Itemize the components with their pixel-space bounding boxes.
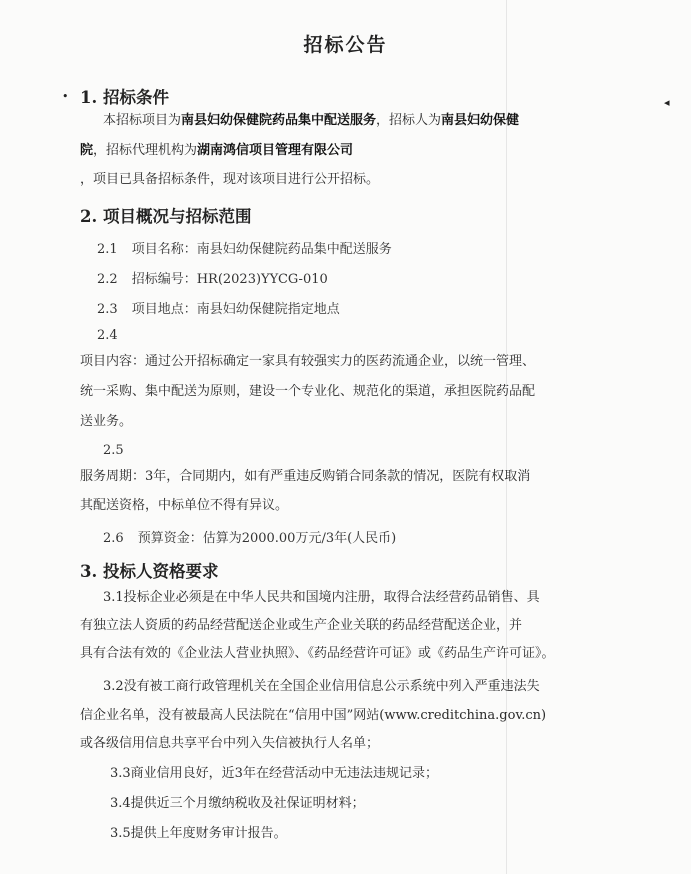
req-3-1-line-2: 有独立法人资质的药品经营配送企业或生产企业关联的药品经营配送企业，并 — [80, 618, 523, 633]
item-text: 项目地点：南县妇幼保健院指定地点 — [131, 302, 340, 317]
item-number: 2.1 — [97, 242, 118, 257]
document-title: 招标公告 — [303, 34, 388, 56]
item-text: 招标编号：HR(2023)YYCG-010 — [131, 272, 328, 287]
item-2-4-number: 2.4 — [97, 328, 118, 343]
text-run: ，招标代理机构为 — [93, 143, 198, 158]
req-3-2-line-1: 3.2没有被工商行政管理机关在全国企业信用信息公示系统中列入严重违法失 — [103, 679, 540, 694]
req-3-3: 3.3商业信用良好，近3年在经营活动中无违法违规记录； — [110, 766, 438, 781]
text-run: 本招标项目为 — [103, 113, 182, 128]
item-2-4-line-3: 送业务。 — [80, 414, 133, 429]
section-1-line-2 — [80, 137, 353, 165]
item-2-5-number: 2.5 — [103, 443, 124, 458]
text-run: ，招标人为 — [376, 113, 442, 128]
item-number: 2.3 — [97, 302, 118, 317]
req-3-5: 3.5提供上年度财务审计报告。 — [110, 826, 287, 841]
item-number: 2.2 — [97, 272, 118, 287]
item-2-2 — [97, 268, 328, 287]
item-text: 预算资金：估算为2000.00万元/3年(人民币) — [137, 531, 397, 546]
section-1-line-3: ，项目已具备招标条件，现对该项目进行公开招标。 — [80, 172, 380, 187]
project-name-bold: 南县妇幼保健院药品集中配送服务 — [181, 113, 377, 128]
item-2-5-line-2: 其配送资格，中标单位不得有异议。 — [80, 498, 289, 513]
item-2-6 — [103, 527, 396, 546]
req-3-2-line-2: 信企业名单，没有被最高人民法院在“信用中国”网站(www.creditchina.gov.cn) — [80, 708, 547, 723]
req-3-2-line-3: 或各级信用信息共享平台中列入失信被执行人名单； — [80, 736, 380, 751]
section-3-heading: 3. 投标人资格要求 — [80, 562, 219, 581]
item-2-3 — [97, 298, 340, 317]
agency-name-bold: 湖南鸿信项目管理有限公司 — [197, 143, 354, 158]
req-3-1-line-1: 3.1投标企业必须是在中华人民共和国境内注册，取得合法经营药品销售、具 — [103, 590, 540, 605]
req-3-1-line-3: 具有合法有效的《企业法人营业执照》、《药品经营许可证》或《药品生产许可证》。 — [80, 646, 555, 661]
tenderer-name-bold: 南县妇幼保健 — [441, 113, 520, 128]
req-3-4: 3.4提供近三个月缴纳税收及社保证明材料； — [110, 796, 365, 811]
tenderer-name-bold: 院 — [80, 143, 94, 158]
item-text: 项目名称：南县妇幼保健院药品集中配送服务 — [131, 242, 392, 257]
item-2-1 — [97, 238, 392, 257]
scan-mark: • — [62, 90, 69, 103]
item-2-5-line-1: 服务周期：3年，合同期内，如有严重违反购销合同条款的情况，医院有权取消 — [80, 469, 531, 484]
item-2-4-line-2: 统一采购、集中配送为原则，建设一个专业化、规范化的渠道，承担医院药品配 — [80, 384, 536, 399]
scan-mark: ◂ — [664, 96, 670, 109]
section-1-line-1 — [103, 107, 519, 135]
item-number: 2.6 — [103, 531, 124, 546]
section-1-heading: 1. 招标条件 — [80, 88, 169, 107]
item-2-4-line-1: 项目内容：通过公开招标确定一家具有较强实力的医药流通企业，以统一管理、 — [80, 354, 536, 369]
section-2-heading: 2. 项目概况与招标范围 — [80, 207, 252, 226]
